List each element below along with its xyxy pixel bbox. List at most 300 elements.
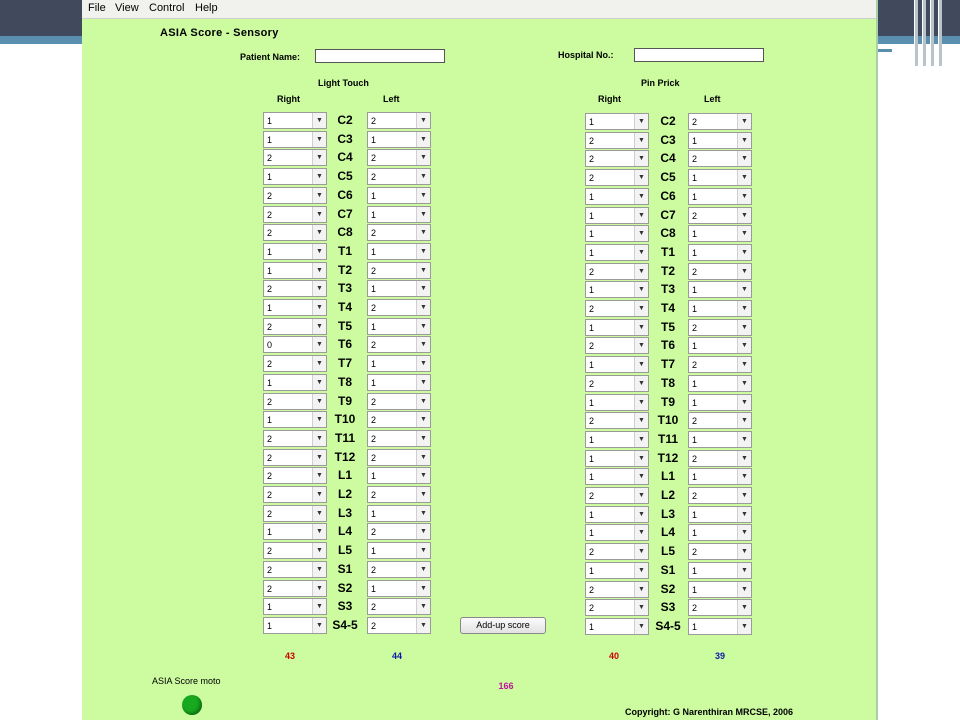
chevron-down-icon[interactable]: ▼ <box>416 412 430 427</box>
pin-prick-right-select-c4[interactable] <box>585 150 649 167</box>
light-touch-right-select-t10[interactable] <box>263 411 327 428</box>
pin-prick-right-select-c2[interactable] <box>585 113 649 130</box>
chevron-down-icon[interactable]: ▼ <box>737 488 751 503</box>
light-touch-left-select-l5[interactable] <box>367 542 431 559</box>
chevron-down-icon[interactable]: ▼ <box>312 431 326 446</box>
select-value: 1 <box>371 209 377 220</box>
light-touch-left-select-s3[interactable] <box>367 598 431 615</box>
chevron-down-icon[interactable]: ▼ <box>312 599 326 614</box>
pin-prick-right-select-l2[interactable] <box>585 487 649 504</box>
chevron-down-icon[interactable]: ▼ <box>634 301 648 316</box>
light-touch-left-select-c6[interactable] <box>367 187 431 204</box>
light-touch-left-select-t7[interactable] <box>367 355 431 372</box>
chevron-down-icon[interactable]: ▼ <box>312 113 326 128</box>
pin-prick-left-select-l1[interactable] <box>688 468 752 485</box>
pin-prick-right-select-s3[interactable] <box>585 599 649 616</box>
pin-prick-right-select-t11[interactable] <box>585 431 649 448</box>
pin-prick-right-select-l3[interactable] <box>585 506 649 523</box>
chevron-down-icon[interactable]: ▼ <box>737 525 751 540</box>
slide-decoration <box>912 0 952 70</box>
pin-prick-right-select-c8[interactable] <box>585 225 649 242</box>
chevron-down-icon[interactable]: ▼ <box>737 469 751 484</box>
chevron-down-icon[interactable]: ▼ <box>634 507 648 522</box>
pin-prick-left-total: 39 <box>714 651 725 661</box>
light-touch-right-select-c2[interactable] <box>263 112 327 129</box>
pin-prick-left-select-c5[interactable] <box>688 169 752 186</box>
chevron-down-icon[interactable]: ▼ <box>737 208 751 223</box>
select-value: 2 <box>371 228 377 239</box>
select-value: 1 <box>589 509 595 520</box>
menu-help[interactable]: Help <box>195 2 218 14</box>
pin-prick-right-select-t12[interactable] <box>585 450 649 467</box>
light-touch-right-select-t7[interactable] <box>263 355 327 372</box>
pin-prick-left-select-s3[interactable] <box>688 599 752 616</box>
pin-prick-level-t9: T9 <box>660 394 675 409</box>
chevron-down-icon[interactable]: ▼ <box>416 207 430 222</box>
chevron-down-icon[interactable]: ▼ <box>634 245 648 260</box>
pin-prick-left-select-t3[interactable] <box>688 281 752 298</box>
chevron-down-icon[interactable]: ▼ <box>416 281 430 296</box>
chevron-down-icon[interactable]: ▼ <box>737 264 751 279</box>
menu-view[interactable]: View <box>115 2 139 14</box>
pin-prick-right-total: 40 <box>608 651 619 661</box>
select-value: 2 <box>692 453 698 464</box>
chevron-down-icon[interactable]: ▼ <box>416 562 430 577</box>
pin-prick-right-select-s1[interactable] <box>585 562 649 579</box>
chevron-down-icon[interactable]: ▼ <box>737 320 751 335</box>
light-touch-right-select-c4[interactable] <box>263 149 327 166</box>
chevron-down-icon[interactable]: ▼ <box>312 562 326 577</box>
chevron-down-icon[interactable]: ▼ <box>634 226 648 241</box>
select-value: 1 <box>267 172 273 183</box>
add-up-score-button[interactable]: Add-up score <box>460 617 546 634</box>
pin-prick-right-select-t3[interactable] <box>585 281 649 298</box>
chevron-down-icon[interactable]: ▼ <box>737 413 751 428</box>
select-value: 1 <box>267 265 273 276</box>
light-touch-right-select-l2[interactable] <box>263 486 327 503</box>
chevron-down-icon[interactable]: ▼ <box>737 189 751 204</box>
select-value: 1 <box>589 191 595 202</box>
light-touch-left-select-t1[interactable] <box>367 243 431 260</box>
chevron-down-icon[interactable]: ▼ <box>416 319 430 334</box>
chevron-down-icon[interactable]: ▼ <box>634 208 648 223</box>
light-touch-left-select-t9[interactable] <box>367 393 431 410</box>
select-value: 2 <box>371 602 377 613</box>
chevron-down-icon[interactable]: ▼ <box>416 375 430 390</box>
chevron-down-icon[interactable]: ▼ <box>416 506 430 521</box>
select-value: 2 <box>267 321 273 332</box>
pin-prick-left-select-l2[interactable] <box>688 487 752 504</box>
select-value: 1 <box>589 322 595 333</box>
select-value: 1 <box>589 285 595 296</box>
pin-prick-right-select-t8[interactable] <box>585 375 649 392</box>
select-value: 2 <box>267 284 273 295</box>
light-touch-right-select-t12[interactable] <box>263 449 327 466</box>
chevron-down-icon[interactable]: ▼ <box>737 170 751 185</box>
light-touch-left-select-c4[interactable] <box>367 149 431 166</box>
light-touch-right-select-t5[interactable] <box>263 318 327 335</box>
select-value: 1 <box>692 565 698 576</box>
select-value: 1 <box>371 508 377 519</box>
light-touch-right-select-c8[interactable] <box>263 224 327 241</box>
light-touch-left-select-c7[interactable] <box>367 206 431 223</box>
light-touch-right-select-l5[interactable] <box>263 542 327 559</box>
chevron-down-icon[interactable]: ▼ <box>416 337 430 352</box>
pin-prick-right-select-c3[interactable] <box>585 132 649 149</box>
chevron-down-icon[interactable]: ▼ <box>312 263 326 278</box>
select-value: 1 <box>267 116 273 126</box>
select-value: 2 <box>371 527 377 538</box>
light-touch-right-select-s4-5[interactable] <box>263 617 327 634</box>
chevron-down-icon[interactable]: ▼ <box>737 507 751 522</box>
chevron-down-icon[interactable]: ▼ <box>634 544 648 559</box>
menu-file[interactable]: File <box>88 2 106 14</box>
light-touch-left-select-c3[interactable] <box>367 131 431 148</box>
hospital-no-input[interactable] <box>634 48 764 62</box>
select-value: 1 <box>692 378 698 389</box>
chevron-down-icon[interactable]: ▼ <box>416 394 430 409</box>
chevron-down-icon[interactable]: ▼ <box>737 582 751 597</box>
chevron-down-icon[interactable]: ▼ <box>416 263 430 278</box>
pin-prick-right-select-t1[interactable] <box>585 244 649 261</box>
chevron-down-icon[interactable]: ▼ <box>312 244 326 259</box>
chevron-down-icon[interactable]: ▼ <box>416 450 430 465</box>
select-value: 0 <box>267 340 273 351</box>
pin-prick-level-s1: S1 <box>660 562 676 577</box>
chevron-down-icon[interactable]: ▼ <box>312 394 326 409</box>
chevron-down-icon[interactable]: ▼ <box>737 619 751 634</box>
menu-control[interactable]: Control <box>149 2 185 14</box>
select-value: 1 <box>267 246 273 257</box>
chevron-down-icon[interactable]: ▼ <box>737 245 751 260</box>
pin-prick-right-select-l5[interactable] <box>585 543 649 560</box>
chevron-down-icon[interactable]: ▼ <box>312 581 326 596</box>
light-touch-left-select-t11[interactable] <box>367 430 431 447</box>
light-touch-left-select-s2[interactable] <box>367 580 431 597</box>
chevron-down-icon[interactable]: ▼ <box>416 169 430 184</box>
chevron-down-icon[interactable]: ▼ <box>634 525 648 540</box>
light-touch-left-select-c5[interactable] <box>367 168 431 185</box>
chevron-down-icon[interactable]: ▼ <box>312 150 326 165</box>
chevron-down-icon[interactable]: ▼ <box>634 395 648 410</box>
light-touch-left-select-l4[interactable] <box>367 523 431 540</box>
pin-prick-right-select-t6[interactable] <box>585 337 649 354</box>
chevron-down-icon[interactable]: ▼ <box>634 488 648 503</box>
chevron-down-icon[interactable]: ▼ <box>312 375 326 390</box>
chevron-down-icon[interactable]: ▼ <box>312 356 326 371</box>
chevron-down-icon[interactable]: ▼ <box>416 300 430 315</box>
light-touch-left-select-t5[interactable] <box>367 318 431 335</box>
pin-prick-level-t5: T5 <box>660 319 675 334</box>
chevron-down-icon[interactable]: ▼ <box>634 151 648 166</box>
select-value: 2 <box>692 154 698 165</box>
chevron-down-icon[interactable]: ▼ <box>634 432 648 447</box>
chevron-down-icon[interactable]: ▼ <box>634 619 648 634</box>
chevron-down-icon[interactable]: ▼ <box>416 225 430 240</box>
pin-prick-left-select-t12[interactable] <box>688 450 752 467</box>
pin-prick-right-select-s4-5[interactable] <box>585 618 649 635</box>
light-touch-left-select-t10[interactable] <box>367 411 431 428</box>
pin-prick-left-select-t2[interactable] <box>688 263 752 280</box>
pin-prick-right-select-t10[interactable] <box>585 412 649 429</box>
select-value: 1 <box>692 434 698 445</box>
light-touch-left-select-l1[interactable] <box>367 467 431 484</box>
chevron-down-icon[interactable]: ▼ <box>416 188 430 203</box>
light-touch-left-select-c8[interactable] <box>367 224 431 241</box>
light-touch-right-select-s1[interactable] <box>263 561 327 578</box>
light-touch-left-select-s1[interactable] <box>367 561 431 578</box>
light-touch-level-t9: T9 <box>337 393 352 408</box>
pin-prick-level-t12: T12 <box>657 450 679 465</box>
copyright-text: Copyright: G Narenthiran MRCSE, 2006 <box>625 707 794 717</box>
chevron-down-icon[interactable]: ▼ <box>737 600 751 615</box>
pin-prick-left-select-t6[interactable] <box>688 337 752 354</box>
pin-prick-left-select-c7[interactable] <box>688 207 752 224</box>
light-touch-right-select-s2[interactable] <box>263 580 327 597</box>
light-touch-right-select-c6[interactable] <box>263 187 327 204</box>
chevron-down-icon[interactable]: ▼ <box>312 487 326 502</box>
pin-prick-left-select-l4[interactable] <box>688 524 752 541</box>
chevron-down-icon[interactable]: ▼ <box>634 338 648 353</box>
select-value: 2 <box>371 396 377 407</box>
chevron-down-icon[interactable]: ▼ <box>416 543 430 558</box>
chevron-down-icon[interactable]: ▼ <box>634 189 648 204</box>
chevron-down-icon[interactable]: ▼ <box>416 599 430 614</box>
light-touch-level-s4-5: S4-5 <box>332 617 358 632</box>
pin-prick-left-select-t9[interactable] <box>688 394 752 411</box>
light-touch-left-select-c2[interactable] <box>367 112 431 129</box>
chevron-down-icon[interactable]: ▼ <box>312 132 326 147</box>
chevron-down-icon[interactable]: ▼ <box>312 506 326 521</box>
chevron-down-icon[interactable]: ▼ <box>312 225 326 240</box>
pin-prick-right-select-s2[interactable] <box>585 581 649 598</box>
light-touch-right-select-t1[interactable] <box>263 243 327 260</box>
select-value: 2 <box>589 378 595 389</box>
light-touch-left-select-l2[interactable] <box>367 486 431 503</box>
chevron-down-icon[interactable]: ▼ <box>416 581 430 596</box>
select-value: 2 <box>371 265 377 276</box>
pin-prick-left-select-c3[interactable] <box>688 132 752 149</box>
pin-prick-left-select-t4[interactable] <box>688 300 752 317</box>
chevron-down-icon[interactable]: ▼ <box>634 563 648 578</box>
pin-prick-right-select-t5[interactable] <box>585 319 649 336</box>
light-touch-right-select-s3[interactable] <box>263 598 327 615</box>
pin-prick-right-select-c6[interactable] <box>585 188 649 205</box>
chevron-down-icon[interactable]: ▼ <box>737 151 751 166</box>
pin-prick-level-c7: C7 <box>660 207 676 222</box>
light-touch-right-select-l1[interactable] <box>263 467 327 484</box>
chevron-down-icon[interactable]: ▼ <box>312 281 326 296</box>
light-touch-heading: Light Touch <box>318 78 369 88</box>
chevron-down-icon[interactable]: ▼ <box>312 337 326 352</box>
pin-prick-level-l5: L5 <box>660 544 675 559</box>
pin-prick-right-select-l1[interactable] <box>585 468 649 485</box>
light-touch-left-select-t3[interactable] <box>367 280 431 297</box>
select-value: 2 <box>371 172 377 183</box>
light-touch-right-select-t6[interactable] <box>263 336 327 353</box>
pin-prick-left-select-s4-5[interactable] <box>688 618 752 635</box>
pin-prick-left-select-t8[interactable] <box>688 375 752 392</box>
chevron-down-icon[interactable]: ▼ <box>737 133 751 148</box>
chevron-down-icon[interactable]: ▼ <box>312 412 326 427</box>
pin-prick-level-t2: T2 <box>660 263 675 278</box>
light-touch-level-c3: C3 <box>337 131 353 146</box>
pin-prick-left-select-s1[interactable] <box>688 562 752 579</box>
grand-total: 166 <box>498 681 514 691</box>
pin-prick-right-select-c7[interactable] <box>585 207 649 224</box>
light-touch-level-t4: T4 <box>337 300 352 314</box>
chevron-down-icon[interactable]: ▼ <box>312 188 326 203</box>
chevron-down-icon[interactable]: ▼ <box>634 357 648 372</box>
light-touch-level-c2: C2 <box>337 113 353 127</box>
light-touch-left-select-s4-5[interactable] <box>367 617 431 634</box>
pin-prick-right-select-l4[interactable] <box>585 524 649 541</box>
select-value: 2 <box>267 452 273 463</box>
pin-prick-left-select-t10[interactable] <box>688 412 752 429</box>
light-touch-level-t7: T7 <box>337 356 352 371</box>
pin-prick-left-select-t1[interactable] <box>688 244 752 261</box>
light-touch-level-t6: T6 <box>337 337 352 352</box>
light-touch-left-select-t6[interactable] <box>367 336 431 353</box>
pin-prick-left-select-t11[interactable] <box>688 431 752 448</box>
chevron-down-icon[interactable]: ▼ <box>737 338 751 353</box>
light-touch-left-total: 44 <box>391 651 402 661</box>
select-value: 2 <box>692 210 698 221</box>
select-value: 2 <box>371 490 377 500</box>
chevron-down-icon[interactable]: ▼ <box>737 226 751 241</box>
light-touch-right-select-t2[interactable] <box>263 262 327 279</box>
chevron-down-icon[interactable]: ▼ <box>416 487 430 502</box>
chevron-down-icon[interactable]: ▼ <box>634 469 648 484</box>
pin-prick-level-s2: S2 <box>660 581 676 596</box>
chevron-down-icon[interactable]: ▼ <box>416 356 430 371</box>
patient-name-input[interactable] <box>315 49 445 63</box>
pin-prick-left-select-c6[interactable] <box>688 188 752 205</box>
chevron-down-icon[interactable]: ▼ <box>737 357 751 372</box>
light-touch-right-select-l3[interactable] <box>263 505 327 522</box>
light-touch-right-select-t9[interactable] <box>263 393 327 410</box>
pin-prick-left-select-s2[interactable] <box>688 581 752 598</box>
select-value: 1 <box>589 472 595 483</box>
chevron-down-icon[interactable]: ▼ <box>634 582 648 597</box>
chevron-down-icon[interactable]: ▼ <box>312 524 326 539</box>
hospital-no-label: Hospital No.: <box>558 50 614 60</box>
chevron-down-icon[interactable]: ▼ <box>416 431 430 446</box>
light-touch-left-select-l3[interactable] <box>367 505 431 522</box>
pin-prick-left-select-l5[interactable] <box>688 543 752 560</box>
chevron-down-icon[interactable]: ▼ <box>737 451 751 466</box>
asia-score-window <box>82 0 878 720</box>
select-value: 1 <box>692 621 698 632</box>
chevron-down-icon[interactable]: ▼ <box>737 282 751 297</box>
chevron-down-icon[interactable]: ▼ <box>634 320 648 335</box>
pin-prick-level-c4: C4 <box>660 151 676 166</box>
pin-prick-left-select-c2[interactable] <box>688 113 752 130</box>
chevron-down-icon[interactable]: ▼ <box>312 543 326 558</box>
chevron-down-icon[interactable]: ▼ <box>634 114 648 129</box>
chevron-down-icon[interactable]: ▼ <box>416 150 430 165</box>
light-touch-left-select-t2[interactable] <box>367 262 431 279</box>
chevron-down-icon[interactable]: ▼ <box>634 600 648 615</box>
chevron-down-icon[interactable]: ▼ <box>416 618 430 633</box>
light-touch-right-select-t11[interactable] <box>263 430 327 447</box>
chevron-down-icon[interactable]: ▼ <box>312 207 326 222</box>
pin-prick-right-select-t2[interactable] <box>585 263 649 280</box>
light-touch-left-select-t4[interactable] <box>367 299 431 316</box>
light-touch-right-select-t4[interactable] <box>263 299 327 316</box>
chevron-down-icon[interactable]: ▼ <box>312 300 326 315</box>
pin-prick-right-select-t4[interactable] <box>585 300 649 317</box>
asia-motor-score-label: ASIA Score moto <box>152 676 221 686</box>
light-touch-left-select-t12[interactable] <box>367 449 431 466</box>
light-touch-right-select-c3[interactable] <box>263 131 327 148</box>
chevron-down-icon[interactable]: ▼ <box>634 282 648 297</box>
pin-prick-left-select-t5[interactable] <box>688 319 752 336</box>
light-touch-right-select-c5[interactable] <box>263 168 327 185</box>
chevron-down-icon[interactable]: ▼ <box>634 133 648 148</box>
chevron-down-icon[interactable]: ▼ <box>416 524 430 539</box>
pin-prick-right-select-t9[interactable] <box>585 394 649 411</box>
pin-prick-left-select-c4[interactable] <box>688 150 752 167</box>
light-touch-right-select-t8[interactable] <box>263 374 327 391</box>
chevron-down-icon[interactable]: ▼ <box>312 319 326 334</box>
chevron-down-icon[interactable]: ▼ <box>634 451 648 466</box>
chevron-down-icon[interactable]: ▼ <box>737 563 751 578</box>
chevron-down-icon[interactable]: ▼ <box>416 244 430 259</box>
chevron-down-icon[interactable]: ▼ <box>737 395 751 410</box>
light-touch-left-label: Left <box>383 94 400 104</box>
chevron-down-icon[interactable]: ▼ <box>312 468 326 483</box>
pin-prick-right-select-c5[interactable] <box>585 169 649 186</box>
pin-prick-left-select-c8[interactable] <box>688 225 752 242</box>
select-value: 2 <box>692 416 698 427</box>
select-value: 1 <box>692 528 698 539</box>
chevron-down-icon[interactable]: ▼ <box>737 432 751 447</box>
select-value: 1 <box>589 117 595 127</box>
chevron-down-icon[interactable]: ▼ <box>312 169 326 184</box>
select-value: 2 <box>267 153 273 164</box>
chevron-down-icon[interactable]: ▼ <box>737 376 751 391</box>
light-touch-left-select-t8[interactable] <box>367 374 431 391</box>
chevron-down-icon[interactable]: ▼ <box>634 413 648 428</box>
light-touch-right-select-t3[interactable] <box>263 280 327 297</box>
chevron-down-icon[interactable]: ▼ <box>416 132 430 147</box>
light-touch-right-select-c7[interactable] <box>263 206 327 223</box>
chevron-down-icon[interactable]: ▼ <box>416 113 430 128</box>
chevron-down-icon[interactable]: ▼ <box>634 170 648 185</box>
light-touch-right-select-l4[interactable] <box>263 523 327 540</box>
chevron-down-icon[interactable]: ▼ <box>737 301 751 316</box>
slide-decoration-dash <box>878 49 892 52</box>
chevron-down-icon[interactable]: ▼ <box>312 618 326 633</box>
select-value: 2 <box>371 303 377 313</box>
select-value: 1 <box>692 341 698 352</box>
chevron-down-icon[interactable]: ▼ <box>737 544 751 559</box>
chevron-down-icon[interactable]: ▼ <box>634 264 648 279</box>
select-value: 1 <box>692 397 698 408</box>
chevron-down-icon[interactable]: ▼ <box>737 114 751 129</box>
chevron-down-icon[interactable]: ▼ <box>312 450 326 465</box>
select-value: 2 <box>692 603 698 614</box>
pin-prick-left-select-l3[interactable] <box>688 506 752 523</box>
status-indicator[interactable] <box>182 695 202 715</box>
pin-prick-right-select-t7[interactable] <box>585 356 649 373</box>
select-value: 2 <box>589 266 595 277</box>
select-value: 1 <box>589 210 595 221</box>
pin-prick-left-select-t7[interactable] <box>688 356 752 373</box>
chevron-down-icon[interactable]: ▼ <box>634 376 648 391</box>
chevron-down-icon[interactable]: ▼ <box>416 468 430 483</box>
